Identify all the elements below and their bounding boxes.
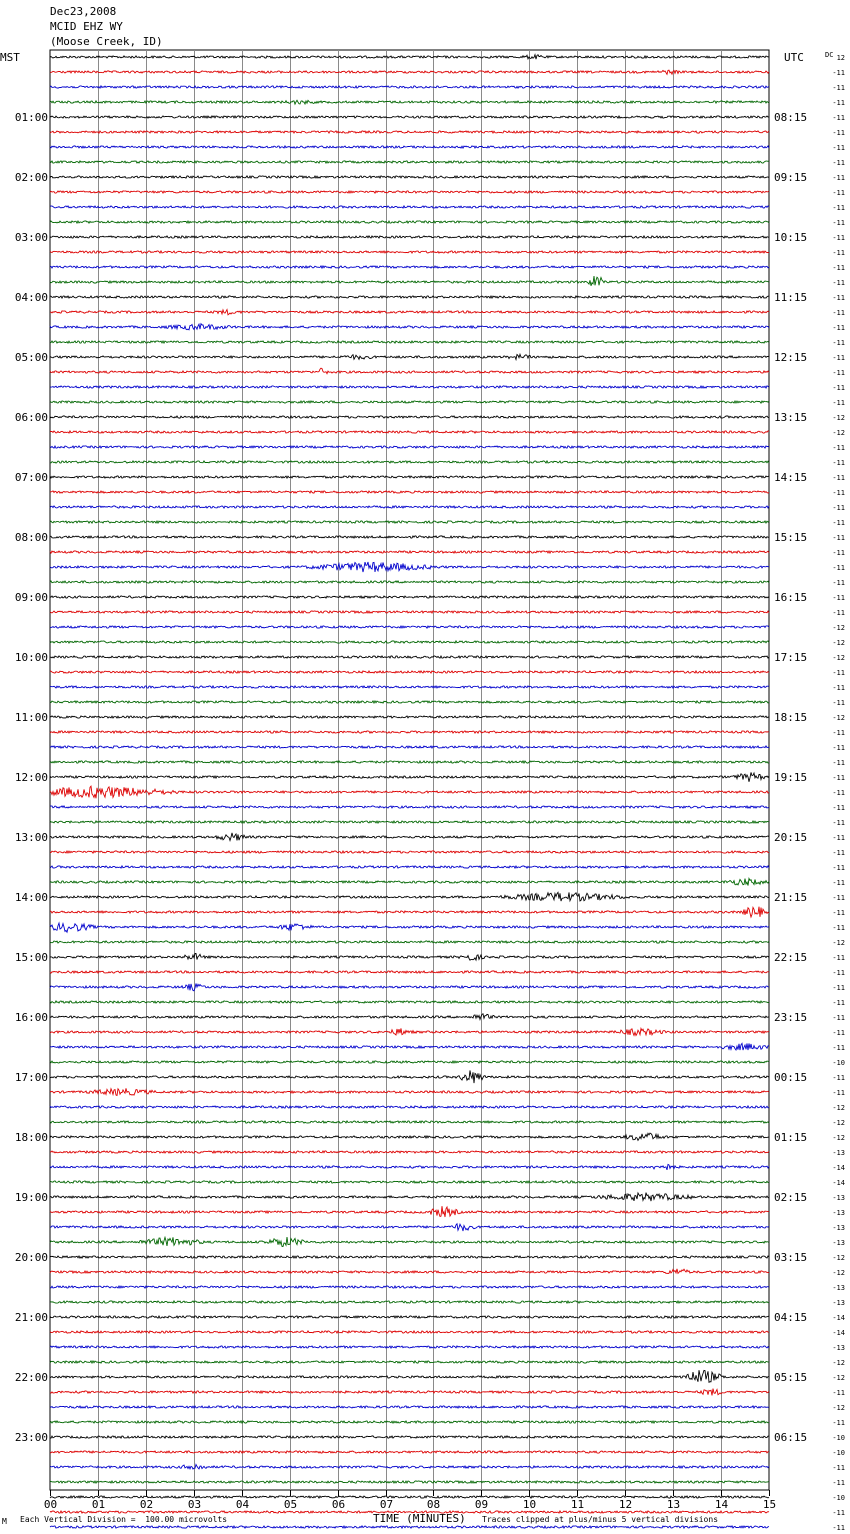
mst-hour-label: 04:00 bbox=[14, 291, 48, 304]
utc-hour-label: 23:15 bbox=[774, 1011, 808, 1024]
dc-offset-label: -12 bbox=[832, 714, 845, 722]
dc-offset-label: -11 bbox=[832, 699, 845, 707]
dc-offset-label: -10 bbox=[832, 1449, 845, 1457]
mst-hour-label: 08:00 bbox=[14, 531, 48, 544]
mst-hour-label: 12:00 bbox=[14, 771, 48, 784]
x-tick-label: 01 bbox=[91, 1498, 106, 1511]
dc-offset-label: -11 bbox=[832, 159, 845, 167]
trace-line bbox=[50, 1256, 769, 1258]
dc-offset-label: -11 bbox=[832, 999, 845, 1007]
trace-line bbox=[50, 461, 769, 463]
trace-line bbox=[50, 1121, 769, 1123]
trace-line bbox=[50, 1070, 769, 1083]
dc-offset-label: -13 bbox=[832, 1284, 845, 1292]
trace-line bbox=[50, 131, 769, 133]
trace-line bbox=[50, 923, 769, 932]
utc-hour-label: 09:15 bbox=[774, 171, 808, 184]
utc-hour-label: 21:15 bbox=[774, 891, 808, 904]
dc-offset-label: -11 bbox=[832, 324, 845, 332]
trace-line bbox=[50, 521, 769, 523]
dc-offset-label: -13 bbox=[832, 1239, 845, 1247]
dc-offset-label: -14 bbox=[832, 1329, 845, 1337]
trace-line bbox=[50, 1436, 769, 1438]
trace-line bbox=[50, 276, 769, 286]
mst-hour-label: 02:00 bbox=[14, 171, 48, 184]
trace-line bbox=[50, 984, 769, 991]
trace-line bbox=[50, 851, 769, 853]
dc-offset-label: -11 bbox=[832, 129, 845, 137]
trace-line bbox=[50, 266, 769, 268]
x-tick-label: 09 bbox=[474, 1498, 489, 1511]
dc-offset-label: -11 bbox=[832, 264, 845, 272]
trace-line bbox=[50, 716, 769, 718]
dc-offset-label: -11 bbox=[832, 234, 845, 242]
utc-hour-label: 04:15 bbox=[774, 1311, 808, 1324]
dc-offset-label: -11 bbox=[832, 909, 845, 917]
dc-offset-label: -12 bbox=[832, 1119, 845, 1127]
x-tick-label: 10 bbox=[522, 1498, 537, 1511]
dc-offset-label: -11 bbox=[832, 339, 845, 347]
mst-axis-label: MST bbox=[0, 51, 20, 64]
mst-hour-label: 01:00 bbox=[14, 111, 48, 124]
trace-line bbox=[50, 626, 769, 628]
clip-note: Traces clipped at plus/minus 5 vertical divisions bbox=[482, 1515, 719, 1524]
trace-line bbox=[50, 1316, 769, 1318]
trace-line bbox=[50, 191, 769, 193]
trace-line bbox=[50, 596, 769, 598]
dc-offset-label: -11 bbox=[832, 834, 845, 842]
trace-line bbox=[50, 446, 769, 448]
trace-line bbox=[50, 176, 769, 178]
trace-line bbox=[50, 1389, 769, 1396]
dc-offset-label: -11 bbox=[832, 144, 845, 152]
mst-hour-label: 15:00 bbox=[14, 951, 48, 964]
dc-offset-label: -11 bbox=[832, 504, 845, 512]
utc-hour-label: 15:15 bbox=[774, 531, 808, 544]
trace-line bbox=[50, 296, 769, 298]
mst-hour-label: 17:00 bbox=[14, 1071, 48, 1084]
utc-axis-label: UTC bbox=[784, 51, 804, 64]
seismic-traces bbox=[50, 55, 769, 1534]
dc-offset-label: -12 bbox=[832, 1374, 845, 1382]
dc-offset-label: -11 bbox=[832, 1044, 845, 1052]
trace-line bbox=[50, 86, 769, 88]
dc-offset-label: -11 bbox=[832, 894, 845, 902]
dc-offset-label: -12 bbox=[832, 639, 845, 647]
mst-hour-label: 07:00 bbox=[14, 471, 48, 484]
trace-line bbox=[50, 341, 769, 343]
dc-offset-label: -13 bbox=[832, 1299, 845, 1307]
dc-offset-label: -11 bbox=[832, 774, 845, 782]
dc-offset-label: -11 bbox=[832, 804, 845, 812]
trace-line bbox=[50, 731, 769, 733]
dc-offset-label: -11 bbox=[832, 864, 845, 872]
x-tick-label: 15 bbox=[762, 1498, 777, 1511]
mst-hour-label: 14:00 bbox=[14, 891, 48, 904]
dc-offset-label: -11 bbox=[832, 84, 845, 92]
dc-offset-label: -12 bbox=[832, 1104, 845, 1112]
trace-line bbox=[50, 1286, 769, 1288]
dc-offset-label: -11 bbox=[832, 729, 845, 737]
dc-offset-label: -12 bbox=[832, 1269, 845, 1277]
utc-hour-label: 03:15 bbox=[774, 1251, 808, 1264]
dc-offset-label: -11 bbox=[832, 189, 845, 197]
trace-line bbox=[50, 1133, 769, 1140]
utc-hour-label: 02:15 bbox=[774, 1191, 808, 1204]
dc-offset-label: -11 bbox=[832, 1479, 845, 1487]
trace-line bbox=[50, 146, 769, 148]
mst-hour-label: 22:00 bbox=[14, 1371, 48, 1384]
trace-line bbox=[50, 1526, 769, 1528]
trace-line bbox=[50, 746, 769, 748]
dc-offset-label: -11 bbox=[832, 174, 845, 182]
scale-note: Each Vertical Division = 100.00 microvolts bbox=[20, 1515, 228, 1524]
dc-axis-label: DC bbox=[825, 51, 834, 59]
mst-hour-label: 06:00 bbox=[14, 411, 48, 424]
dc-offset-label: -11 bbox=[832, 489, 845, 497]
dc-offset-label: -11 bbox=[832, 1464, 845, 1472]
trace-line bbox=[50, 686, 769, 688]
footer-mark: M bbox=[2, 1517, 7, 1526]
dc-offset-label: -11 bbox=[832, 969, 845, 977]
trace-line bbox=[50, 1421, 769, 1423]
trace-line bbox=[50, 971, 769, 973]
mst-hour-label: 13:00 bbox=[14, 831, 48, 844]
trace-line bbox=[50, 386, 769, 388]
trace-line bbox=[50, 368, 769, 374]
trace-line bbox=[50, 1331, 769, 1333]
trace-line bbox=[50, 892, 769, 901]
trace-line bbox=[50, 581, 769, 583]
dc-offset-label: -11 bbox=[832, 879, 845, 887]
dc-offset-label: -10 bbox=[832, 1434, 845, 1442]
trace-line bbox=[50, 1451, 769, 1453]
dc-offset-label: -11 bbox=[832, 474, 845, 482]
trace-line bbox=[50, 806, 769, 808]
trace-line bbox=[50, 1206, 769, 1217]
x-tick-label: 11 bbox=[570, 1498, 585, 1511]
trace-line bbox=[50, 833, 769, 841]
trace-line bbox=[50, 354, 769, 359]
dc-offset-label: -11 bbox=[832, 204, 845, 212]
dc-offset-label: -11 bbox=[832, 669, 845, 677]
dc-offset-label: -11 bbox=[832, 684, 845, 692]
trace-line bbox=[50, 236, 769, 238]
dc-offset-label: -11 bbox=[832, 99, 845, 107]
trace-line bbox=[50, 1465, 769, 1470]
trace-line bbox=[50, 1088, 769, 1095]
trace-line bbox=[50, 772, 769, 781]
trace-line bbox=[50, 1106, 769, 1108]
dc-offset-label: -12 bbox=[832, 1359, 845, 1367]
dc-offset-label: -11 bbox=[832, 354, 845, 362]
mst-hour-label: 09:00 bbox=[14, 591, 48, 604]
mst-hour-label: 05:00 bbox=[14, 351, 48, 364]
dc-offset-label: -11 bbox=[832, 789, 845, 797]
trace-line bbox=[50, 641, 769, 643]
trace-line bbox=[50, 55, 769, 59]
trace-line bbox=[50, 907, 769, 917]
trace-line bbox=[50, 1237, 769, 1247]
dc-offset-label: -11 bbox=[832, 1419, 845, 1427]
dc-offset-label: -11 bbox=[832, 294, 845, 302]
dc-offset-label: -12 bbox=[832, 624, 845, 632]
trace-line bbox=[50, 401, 769, 403]
dc-offset-label: -11 bbox=[832, 1029, 845, 1037]
dc-offset-label: -11 bbox=[832, 849, 845, 857]
mst-hour-label: 21:00 bbox=[14, 1311, 48, 1324]
dc-offset-label: -11 bbox=[832, 579, 845, 587]
mst-hour-label: 03:00 bbox=[14, 231, 48, 244]
mst-hour-label: 20:00 bbox=[14, 1251, 48, 1264]
x-axis-ticks bbox=[51, 1490, 770, 1496]
dc-offset-label: -11 bbox=[832, 219, 845, 227]
dc-offset-label: -11 bbox=[832, 519, 845, 527]
trace-line bbox=[50, 431, 769, 433]
dc-offset-label: -13 bbox=[832, 1209, 845, 1217]
dc-offset-label: -11 bbox=[832, 534, 845, 542]
trace-line bbox=[50, 1496, 769, 1498]
dc-offset-label: -11 bbox=[832, 609, 845, 617]
utc-hour-label: 00:15 bbox=[774, 1071, 808, 1084]
trace-line bbox=[50, 551, 769, 553]
utc-hour-label: 05:15 bbox=[774, 1371, 808, 1384]
trace-line bbox=[50, 1269, 769, 1274]
trace-line bbox=[50, 1151, 769, 1153]
utc-hour-label: 11:15 bbox=[774, 291, 808, 304]
utc-hour-label: 20:15 bbox=[774, 831, 808, 844]
dc-offset-label: -11 bbox=[832, 399, 845, 407]
trace-line bbox=[50, 536, 769, 538]
trace-line bbox=[50, 941, 769, 943]
x-tick-label: 03 bbox=[187, 1498, 202, 1511]
trace-line bbox=[50, 416, 769, 418]
utc-hour-label: 16:15 bbox=[774, 591, 808, 604]
trace-line bbox=[50, 1181, 769, 1183]
dc-offset-label: -14 bbox=[832, 1179, 845, 1187]
trace-line bbox=[50, 1346, 769, 1348]
trace-line bbox=[50, 116, 769, 118]
utc-hour-label: 12:15 bbox=[774, 351, 808, 364]
dc-offset-label: -12 bbox=[832, 1404, 845, 1412]
trace-line bbox=[50, 879, 769, 886]
utc-hour-label: 06:15 bbox=[774, 1431, 808, 1444]
dc-offset-label: -12 bbox=[832, 414, 845, 422]
trace-line bbox=[50, 866, 769, 868]
dc-offset-label: -11 bbox=[832, 444, 845, 452]
dc-offset-label: -11 bbox=[832, 459, 845, 467]
dc-offset-label: -11 bbox=[832, 984, 845, 992]
dc-offset-label: -12 bbox=[832, 1254, 845, 1262]
dc-offset-label: -10 bbox=[832, 1059, 845, 1067]
trace-line bbox=[50, 1061, 769, 1063]
dc-offset-label: -11 bbox=[832, 279, 845, 287]
trace-line bbox=[50, 1481, 769, 1483]
trace-line bbox=[50, 562, 769, 572]
dc-offset-label: -13 bbox=[832, 1149, 845, 1157]
utc-hour-label: 10:15 bbox=[774, 231, 808, 244]
trace-line bbox=[50, 491, 769, 493]
trace-line bbox=[50, 656, 769, 658]
trace-line bbox=[50, 786, 769, 798]
utc-hour-label: 22:15 bbox=[774, 951, 808, 964]
utc-hour-label: 19:15 bbox=[774, 771, 808, 784]
dc-offset-label: -11 bbox=[832, 924, 845, 932]
chart-location: (Moose Creek, ID) bbox=[50, 35, 163, 48]
trace-line bbox=[50, 1361, 769, 1363]
trace-line bbox=[50, 1028, 769, 1035]
trace-line bbox=[50, 1370, 769, 1382]
x-tick-label: 08 bbox=[426, 1498, 441, 1511]
mst-hour-label: 11:00 bbox=[14, 711, 48, 724]
dc-offset-label: -11 bbox=[832, 1014, 845, 1022]
x-tick-label: 14 bbox=[714, 1498, 729, 1511]
dc-offset-label: -11 bbox=[832, 954, 845, 962]
chart-station: MCID EHZ WY bbox=[50, 20, 123, 33]
dc-offset-label: -14 bbox=[832, 1164, 845, 1172]
utc-hour-label: 17:15 bbox=[774, 651, 808, 664]
x-tick-label: 04 bbox=[235, 1498, 250, 1511]
trace-line bbox=[50, 1224, 769, 1231]
x-tick-label: 05 bbox=[283, 1498, 298, 1511]
dc-offset-label: -11 bbox=[832, 759, 845, 767]
chart-date: Dec23,2008 bbox=[50, 5, 117, 18]
dc-offset-label: -11 bbox=[832, 549, 845, 557]
trace-line bbox=[50, 251, 769, 253]
dc-offset-label: 12 bbox=[836, 54, 845, 62]
dc-offset-label: -12 bbox=[832, 429, 845, 437]
trace-line bbox=[50, 954, 769, 961]
trace-line bbox=[50, 1193, 769, 1202]
trace-line bbox=[50, 100, 769, 104]
dc-offset-label: -11 bbox=[832, 384, 845, 392]
dc-offset-label: -11 bbox=[832, 1509, 845, 1517]
dc-offset-label: -11 bbox=[832, 1089, 845, 1097]
utc-hour-label: 08:15 bbox=[774, 111, 808, 124]
trace-line bbox=[50, 1043, 769, 1050]
x-tick-label: 12 bbox=[618, 1498, 633, 1511]
dc-offset-label: -11 bbox=[832, 594, 845, 602]
trace-line bbox=[50, 70, 769, 74]
dc-offset-label: -11 bbox=[832, 69, 845, 77]
utc-hour-label: 01:15 bbox=[774, 1131, 808, 1144]
dc-offset-label: -13 bbox=[832, 1344, 845, 1352]
x-tick-label: 13 bbox=[666, 1498, 681, 1511]
trace-line bbox=[50, 761, 769, 763]
mst-hour-label: 23:00 bbox=[14, 1431, 48, 1444]
x-tick-label: 00 bbox=[43, 1498, 58, 1511]
trace-line bbox=[50, 221, 769, 223]
dc-offset-label: -10 bbox=[832, 1494, 845, 1502]
dc-offset-label: -12 bbox=[832, 654, 845, 662]
dc-offset-label: -11 bbox=[832, 819, 845, 827]
trace-line bbox=[50, 1001, 769, 1003]
trace-line bbox=[50, 671, 769, 673]
mst-hour-label: 10:00 bbox=[14, 651, 48, 664]
x-tick-label: 06 bbox=[331, 1498, 346, 1511]
dc-offset-label: -13 bbox=[832, 1224, 845, 1232]
dc-offset-label: -12 bbox=[832, 939, 845, 947]
trace-line bbox=[50, 506, 769, 508]
trace-line bbox=[50, 324, 769, 330]
trace-line bbox=[50, 1164, 769, 1170]
dc-offset-label: -14 bbox=[832, 1314, 845, 1322]
utc-hour-label: 18:15 bbox=[774, 711, 808, 724]
dc-offset-label: -11 bbox=[832, 564, 845, 572]
mst-hour-label: 16:00 bbox=[14, 1011, 48, 1024]
dc-offset-label: -11 bbox=[832, 744, 845, 752]
trace-line bbox=[50, 611, 769, 613]
dc-offset-label: -11 bbox=[832, 1074, 845, 1082]
dc-offset-label: -13 bbox=[832, 1194, 845, 1202]
utc-hour-label: 13:15 bbox=[774, 411, 808, 424]
mst-hour-label: 18:00 bbox=[14, 1131, 48, 1144]
dc-offset-label: -11 bbox=[832, 369, 845, 377]
trace-line bbox=[50, 476, 769, 478]
x-tick-label: 07 bbox=[379, 1498, 394, 1511]
utc-hour-label: 14:15 bbox=[774, 471, 808, 484]
dc-offset-label: -11 bbox=[832, 1524, 845, 1532]
dc-offset-label: -11 bbox=[832, 114, 845, 122]
trace-line bbox=[50, 310, 769, 315]
trace-line bbox=[50, 1301, 769, 1303]
trace-line bbox=[50, 1406, 769, 1408]
trace-line bbox=[50, 161, 769, 163]
dc-offset-label: -11 bbox=[832, 249, 845, 257]
trace-line bbox=[50, 701, 769, 703]
dc-offset-label: -11 bbox=[832, 309, 845, 317]
dc-offset-label: -12 bbox=[832, 1134, 845, 1142]
trace-line bbox=[50, 206, 769, 208]
trace-line bbox=[50, 1014, 769, 1020]
x-axis-title: TIME (MINUTES) bbox=[373, 1512, 466, 1525]
trace-line bbox=[50, 821, 769, 823]
dc-offset-label: -11 bbox=[832, 1389, 845, 1397]
mst-hour-label: 19:00 bbox=[14, 1191, 48, 1204]
x-tick-label: 02 bbox=[139, 1498, 154, 1511]
